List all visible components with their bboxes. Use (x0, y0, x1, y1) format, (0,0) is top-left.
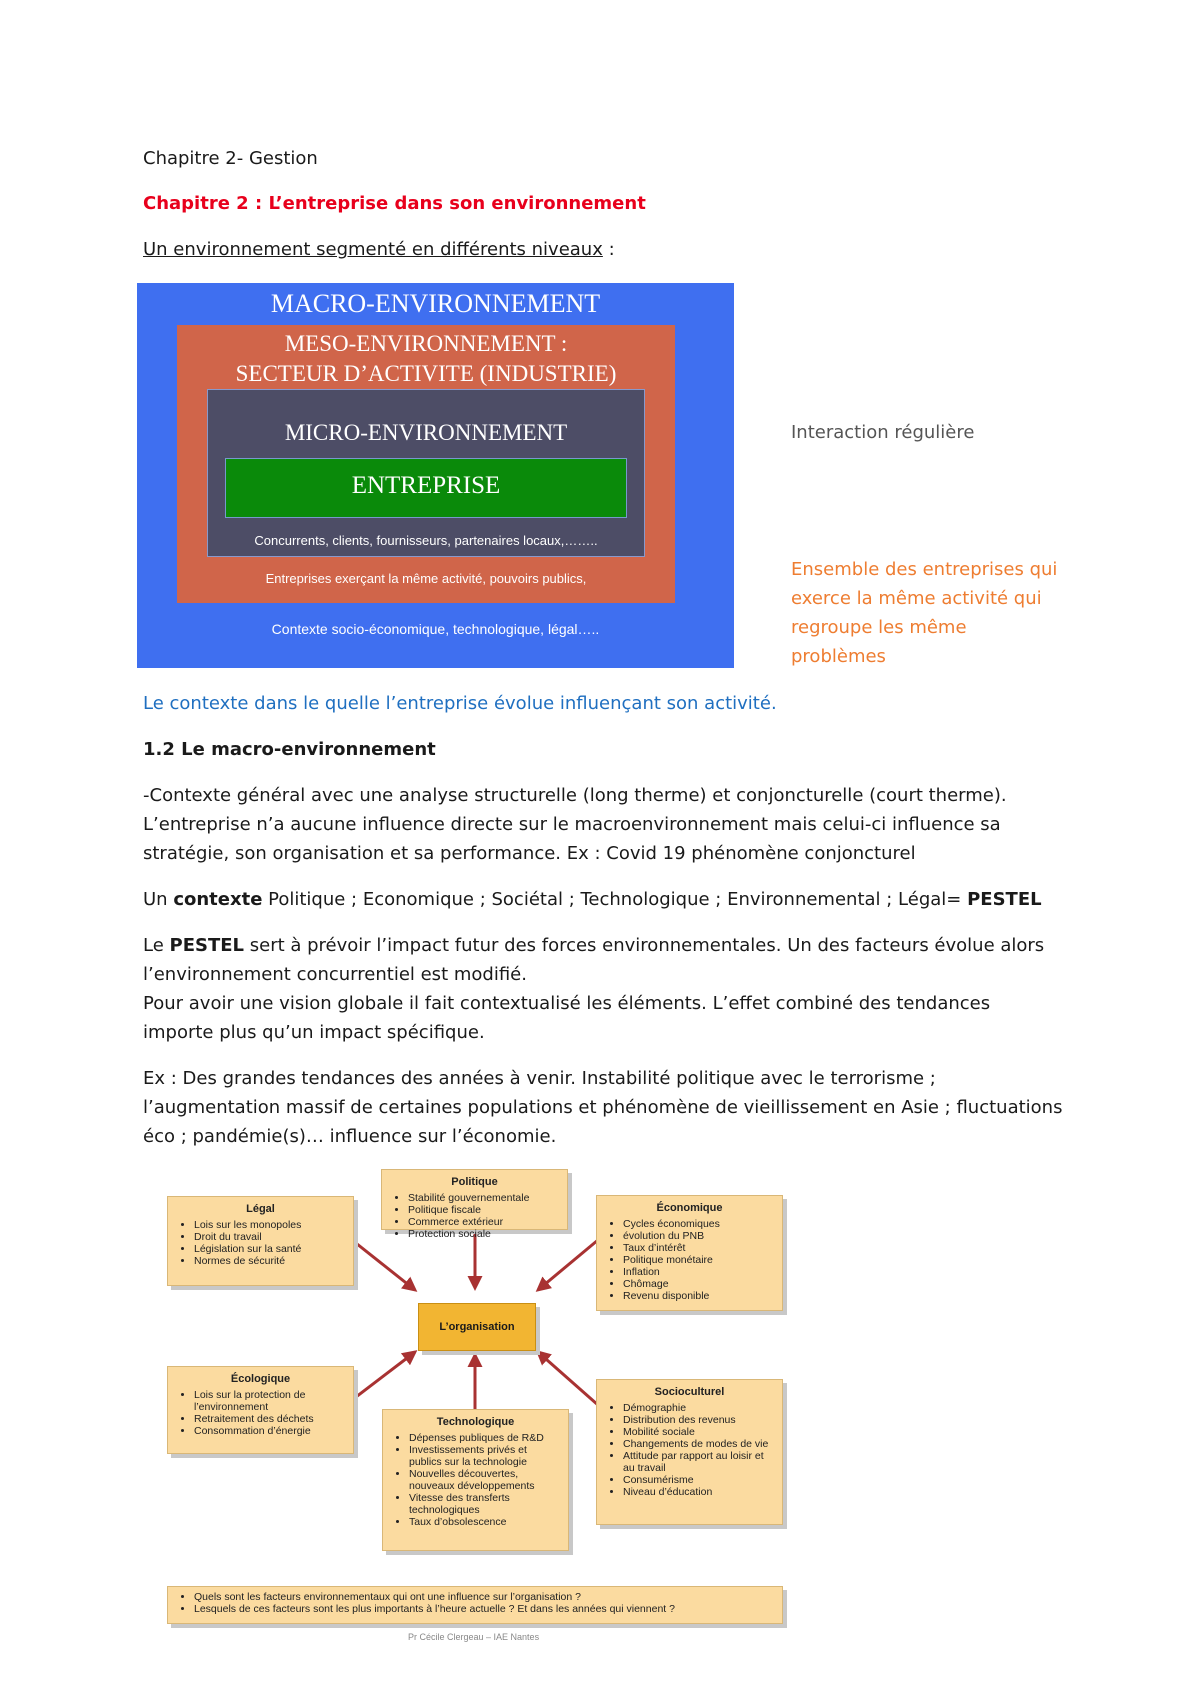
card-ecologique (167, 1366, 354, 1454)
card-title: Écologique (230, 1373, 291, 1385)
card-item: • Taux d’intérêt (623, 1242, 776, 1254)
card-item: • évolution du PNB (623, 1230, 776, 1242)
card-item: • Stabilité gouvernementale (408, 1192, 561, 1204)
ensemble-line: Ensemble des entreprises qui (791, 559, 1058, 580)
card-item: • Niveau d’éducation (623, 1486, 776, 1498)
subtitle-suffix: : (602, 239, 615, 260)
card-title: Socioculturel (654, 1386, 725, 1398)
card-item: • Attitude par rapport au loisir et au travail (623, 1450, 776, 1474)
arrow-ecologique (352, 1352, 415, 1400)
card-item: • Retraitement des déchets (194, 1413, 347, 1425)
chapter-label: Chapitre 2- Gestion (143, 148, 318, 169)
ensemble-line: exerce la même activité qui (791, 588, 1042, 609)
card-title: Politique (451, 1176, 498, 1188)
micro-caption: Concurrents, clients, fournisseurs, partenaires locaux,…….. (254, 533, 598, 548)
meso-caption: Entreprises exerçant la même activité, pouvoirs publics, (265, 571, 587, 586)
card-title: Économique (656, 1202, 723, 1214)
card-item: • Démographie (623, 1402, 776, 1414)
card-item: • Chômage (623, 1278, 776, 1290)
paragraph-line: l’augmentation massif de certaines populations et phénomène de vieillissement en Asie ; fluctuations (143, 1097, 1063, 1118)
ensemble-line: problèmes (791, 646, 886, 667)
meso-title-line1: MESO-ENVIRONNEMENT : (284, 331, 568, 356)
p2-bold-pestel: PESTEL (967, 889, 1042, 910)
card-economique (596, 1195, 783, 1311)
question-item: • Lesquels de ces facteurs sont les plus importants à l’heure actuelle ? Et dans les années qui viennent ? (194, 1603, 776, 1615)
section-title: 1.2 Le macro-environnement (143, 739, 436, 760)
p2-mid: Politique ; Economique ; Sociétal ; Technologique ; Environnemental ; Légal= (262, 889, 968, 910)
paragraph-line: Ex : Des grandes tendances des années à venir. Instabilité politique avec le terrorisme ; (143, 1068, 936, 1089)
paragraph-line: stratégie, son organisation et sa performance. Ex : Covid 19 phénomène conjoncturel (143, 843, 916, 864)
card-item: • Droit du travail (194, 1231, 347, 1243)
page-title: Chapitre 2 : L’entreprise dans son environnement (143, 193, 646, 214)
card-item: • Cycles économiques (623, 1218, 776, 1230)
card-item: • Commerce extérieur (408, 1216, 561, 1228)
paragraph-line: Pour avoir une vision globale il fait contextualisé les éléments. L’effet combiné des tendances (143, 993, 991, 1014)
card-item: • Inflation (623, 1266, 776, 1278)
card-item: • Politique monétaire (623, 1254, 776, 1266)
card-item: • Investissements privés et publics sur la technologie (409, 1444, 562, 1468)
context-line: Le contexte dans le quelle l’entreprise évolue influençant son activité. (143, 693, 777, 714)
card-item: • Consumérisme (623, 1474, 776, 1486)
paragraph-line: éco ; pandémie(s)… influence sur l’économie. (143, 1126, 557, 1147)
question-item: • Quels sont les facteurs environnementaux qui ont une influence sur l’organisation ? (194, 1591, 776, 1603)
paragraph-line: L’entreprise n’a aucune influence directe sur le macroenvironnement mais celui-ci influence sa (143, 814, 1001, 835)
card-politique (381, 1169, 568, 1240)
card-technologique (382, 1409, 569, 1551)
paragraph-line: l’environnement concurrentiel est modifié. (143, 964, 527, 985)
macro-caption: Contexte socio-économique, technologique, légal….. (271, 621, 600, 637)
entreprise-title: ENTREPRISE (351, 472, 501, 499)
subtitle-text: Un environnement segmenté en différents niveaux (143, 239, 603, 260)
card-item: • Revenu disponible (623, 1290, 776, 1302)
card-item: • Changements de modes de vie (623, 1438, 776, 1450)
card-item: • Dépenses publiques de R&D (409, 1432, 562, 1444)
interaction-note: Interaction régulière (791, 422, 975, 443)
card-item: • Politique fiscale (408, 1204, 561, 1216)
organisation-box: L’organisation (418, 1303, 536, 1351)
card-title: Technologique (436, 1416, 515, 1428)
card-item: • Lois sur la protection de l’environnement (194, 1389, 347, 1413)
card-item: • Protection sociale (408, 1228, 561, 1240)
card-item: • Mobilité sociale (623, 1426, 776, 1438)
ensemble-line: regroupe les même (791, 617, 967, 638)
card-socioculturel (596, 1379, 783, 1525)
card-item: • Distribution des revenus (623, 1414, 776, 1426)
card-item: • Consommation d’énergie (194, 1425, 347, 1437)
card-legal (167, 1196, 354, 1286)
card-item: • Taux d’obsolescence (409, 1516, 562, 1528)
meso-title-line2: SECTEUR D’ACTIVITE (INDUSTRIE) (235, 361, 617, 386)
p3-pre: Le (143, 935, 170, 956)
card-item: • Vitesse des transferts technologiques (409, 1492, 562, 1516)
credit-line: Pr Cécile Clergeau – IAE Nantes (408, 1632, 540, 1642)
arrow-socioculturel (538, 1352, 598, 1405)
p3-bold-pestel: PESTEL (169, 935, 245, 956)
arrow-legal (352, 1240, 415, 1290)
card-title: Légal (246, 1203, 275, 1215)
paragraph-line: -Contexte général avec une analyse structurelle (long therme) et conjoncturelle (court therme). (143, 785, 1007, 806)
micro-title: MICRO-ENVIRONNEMENT (284, 420, 568, 445)
paragraph-line: importe plus qu’un impact spécifique. (143, 1022, 485, 1043)
p2-pre: Un (143, 889, 174, 910)
p3-rest: sert à prévoir l’impact futur des forces environnementales. Un des facteurs évolue alors (244, 935, 1045, 956)
p2-bold-contexte: contexte (173, 889, 263, 910)
card-item: • Lois sur les monopoles (194, 1219, 347, 1231)
arrow-economique (538, 1240, 598, 1290)
card-item: • Législation sur la santé (194, 1243, 347, 1255)
macro-title: MACRO-ENVIRONNEMENT (270, 289, 601, 318)
questions-box (167, 1586, 783, 1624)
card-item: • Nouvelles découvertes, nouveaux développements (409, 1468, 562, 1492)
card-item: • Normes de sécurité (194, 1255, 347, 1267)
